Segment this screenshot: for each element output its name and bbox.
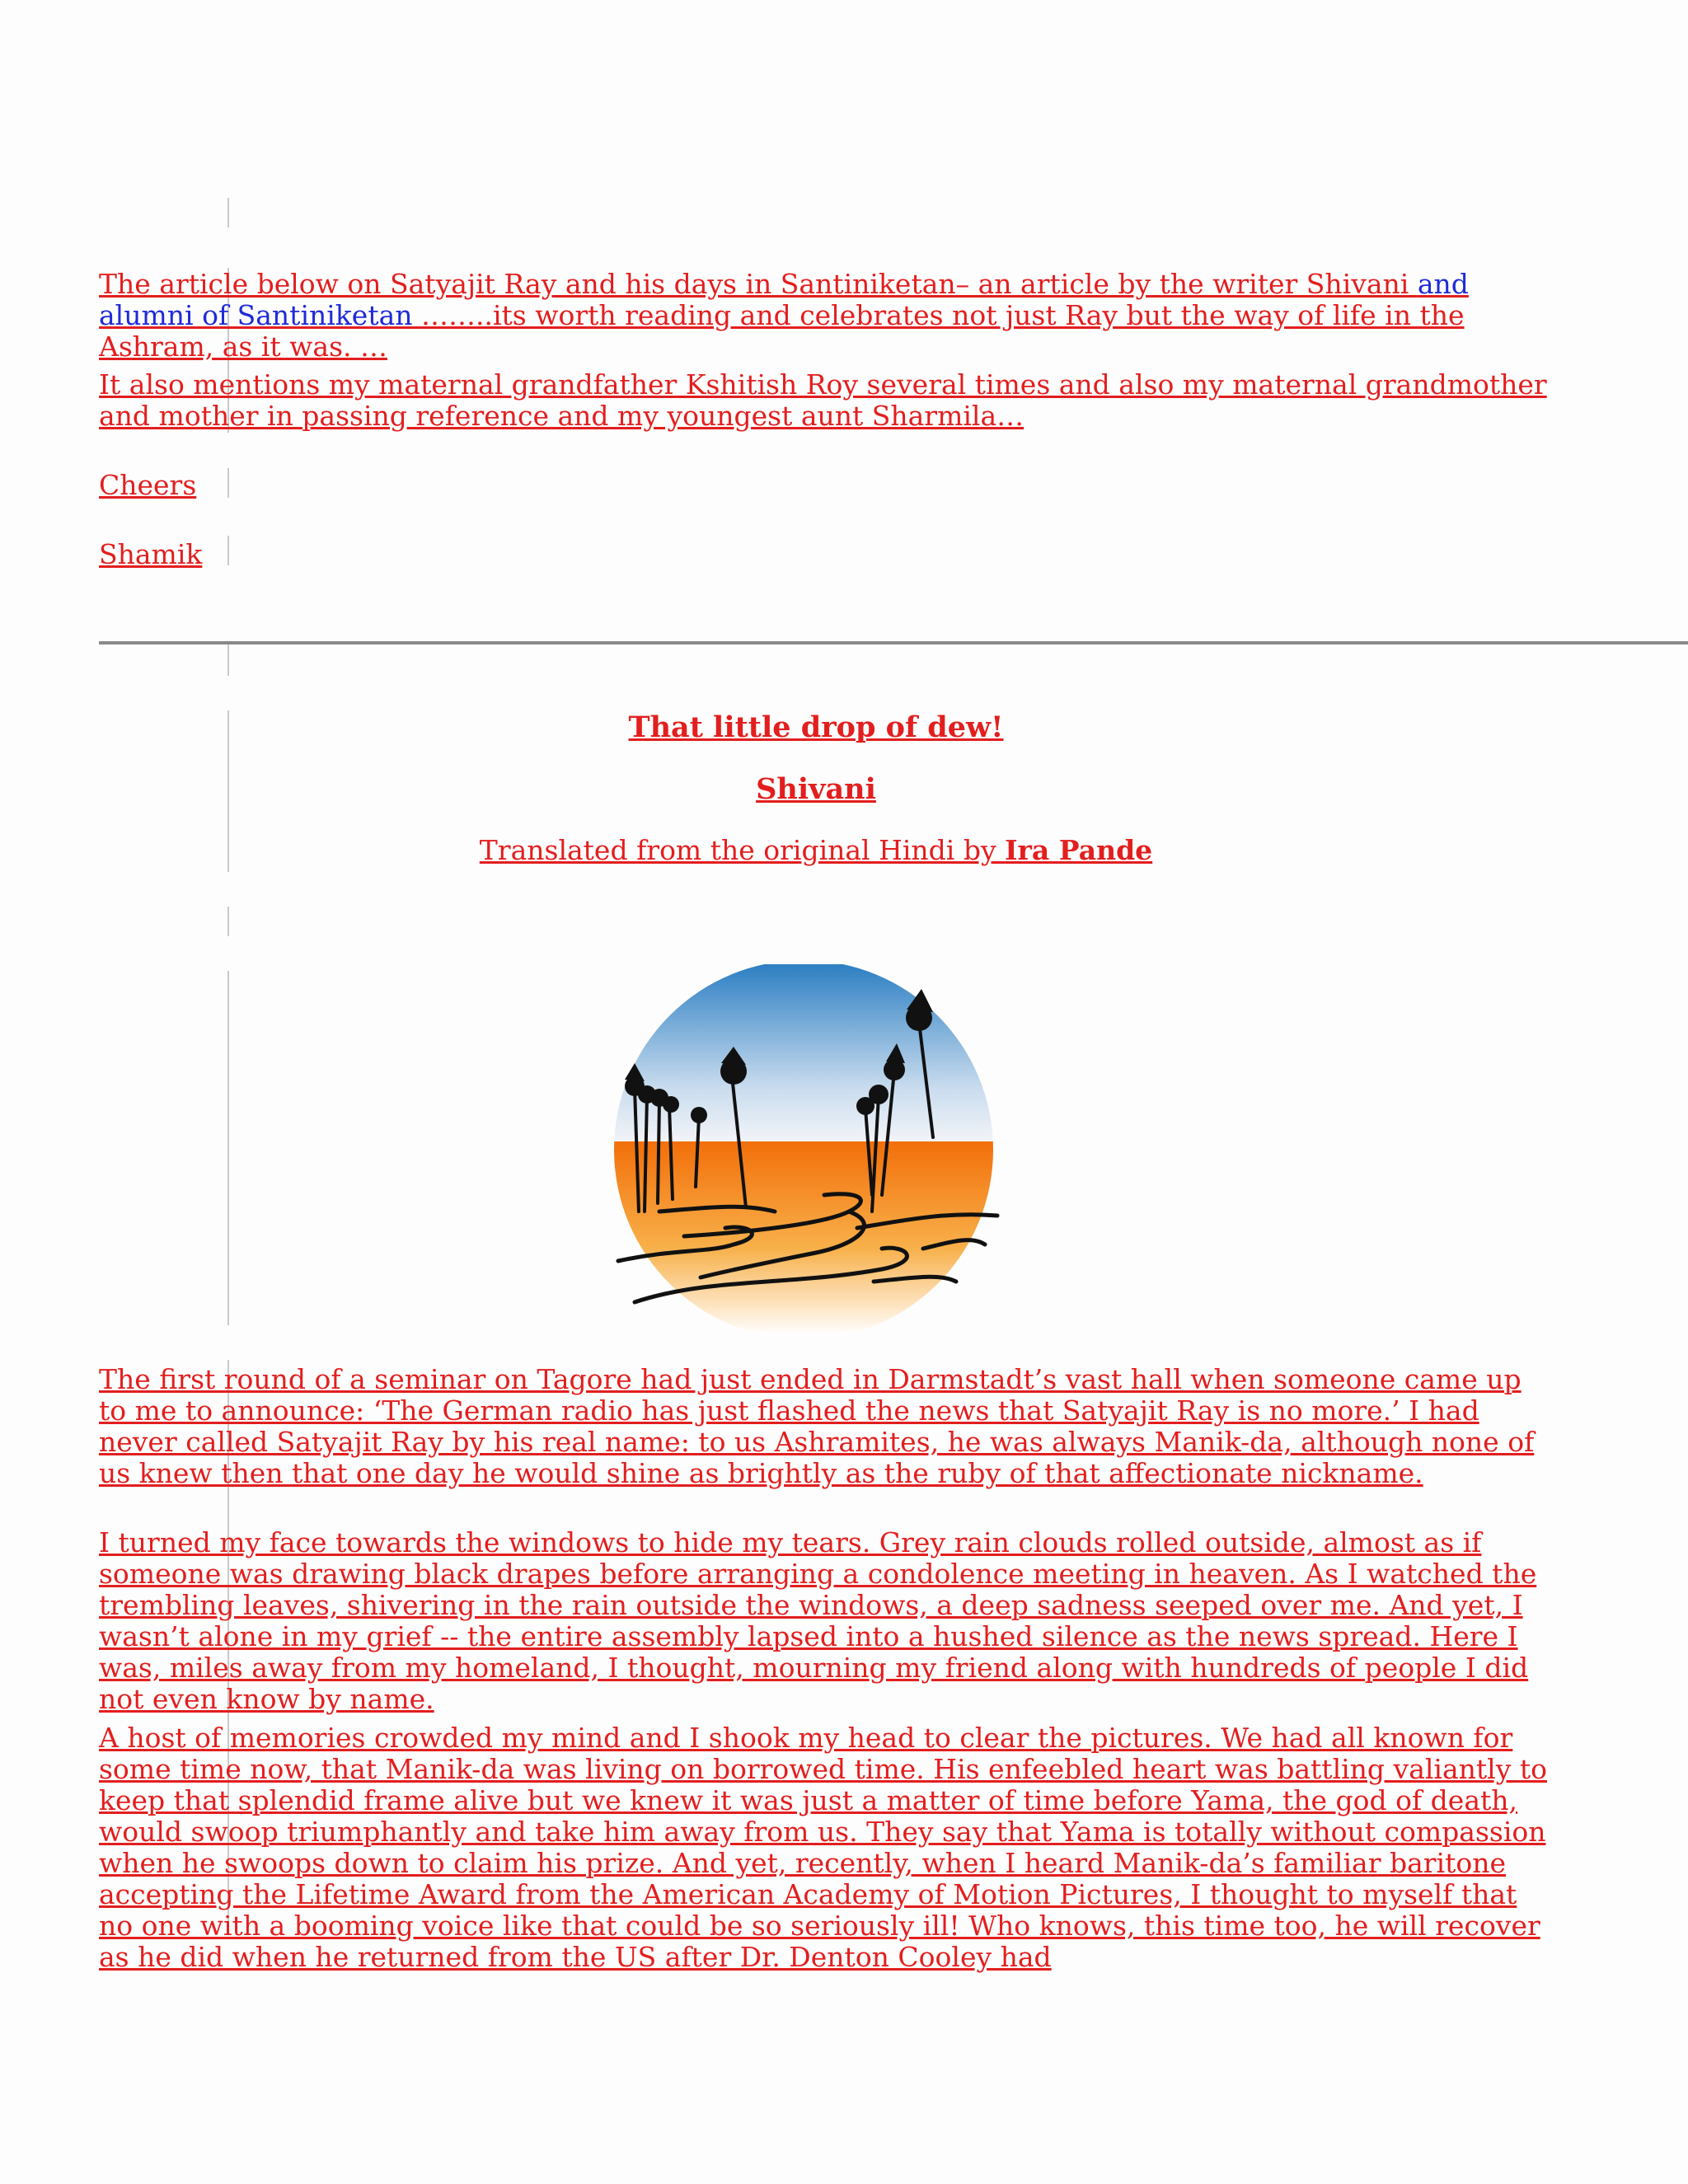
margin-guide: [227, 643, 229, 676]
margin-guide: [227, 907, 229, 936]
intro-paragraph-2: [99, 369, 1550, 432]
signoff-text: Shamik: [99, 538, 203, 570]
intro-text-2: It also mentions my maternal grandfather Kshitish Roy several times and also my maternal grandmother and mother in passing reference and my youngest aunt Sharmila…: [99, 368, 1547, 432]
article-title: [0, 710, 1632, 744]
alumni-link[interactable]: and alumni of Santiniketan: [99, 268, 1469, 331]
signoff-line: [99, 539, 1550, 570]
margin-guide: [227, 198, 229, 227]
intro-text: The article below on Satyajit Ray and his days in Santiniketan– an article by the writer Shivani: [99, 268, 1418, 300]
cheers-line: [99, 470, 1550, 501]
translator-name: Ira Pande: [1005, 834, 1153, 866]
palm-sunset-logo-icon: [610, 964, 1014, 1335]
article-paragraph-1: [99, 1364, 1550, 1489]
paragraph-text: I turned my face towards the windows to hide my tears. Grey rain clouds rolled outside, almost as if someone was drawing black drapes before arranging a condolence meeting in heaven. As I watched the trembling leaves, shivering in the rain outside the windows, a deep sadness seeped over me. And yet, I wasn’t alone in my grief -- the entire assembly lapsed into a hushed silence as the news spread. Here I was, miles away from my homeland, I thought, mourning my friend along with hundreds of people I did not even know by name.: [99, 1526, 1537, 1715]
translation-credit: [0, 834, 1632, 866]
title-text: That little drop of dew!: [628, 710, 1004, 744]
intro-paragraph: [99, 269, 1550, 363]
margin-guide: [227, 971, 229, 1325]
paragraph-text: The first round of a seminar on Tagore had just ended in Darmstadt’s vast hall when someone came up to me to announce: ‘The German radio has just flashed the news that Satyajit Ray is no more.’ I had never called Satyajit Ray by his real name: to us Ashramites, he was always Manik-da, although none of us knew then that one day he would shine as brightly as the ruby of that affectionate nickname.: [99, 1363, 1535, 1489]
article-paragraph-2: [99, 1527, 1550, 1715]
intro-text-continued: ……..its worth reading and celebrates not just Ray but the way of life in the Ashram, as it was. …: [99, 299, 1465, 363]
translation-prefix: Translated from the original Hindi by: [479, 834, 1006, 866]
author-text: Shivani: [756, 772, 876, 806]
cheers-text: Cheers: [99, 469, 197, 501]
article-paragraph-3: [99, 1722, 1550, 1973]
horizontal-rule: [99, 641, 1688, 644]
article-author: [0, 772, 1632, 806]
paragraph-text: A host of memories crowded my mind and I shook my head to clear the pictures. We had all known for some time now, that Manik-da was living on borrowed time. His enfeebled heart was battling valiantly to keep that splendid frame alive but we knew it was just a matter of time before Yama, the god of death, would swoop triumphantly and take him away from us. They say that Yama is totally without compassion when he swoops down to claim his prize. And yet, recently, when I heard Manik-da’s familiar baritone accepting the Lifetime Award from the American Academy of Motion Pictures, I thought to myself that no one with a booming voice like that could be so seriously ill! Who knows, this time too, he will recover as he did when he returned from the US after Dr. Denton Cooley had: [99, 1722, 1547, 1973]
